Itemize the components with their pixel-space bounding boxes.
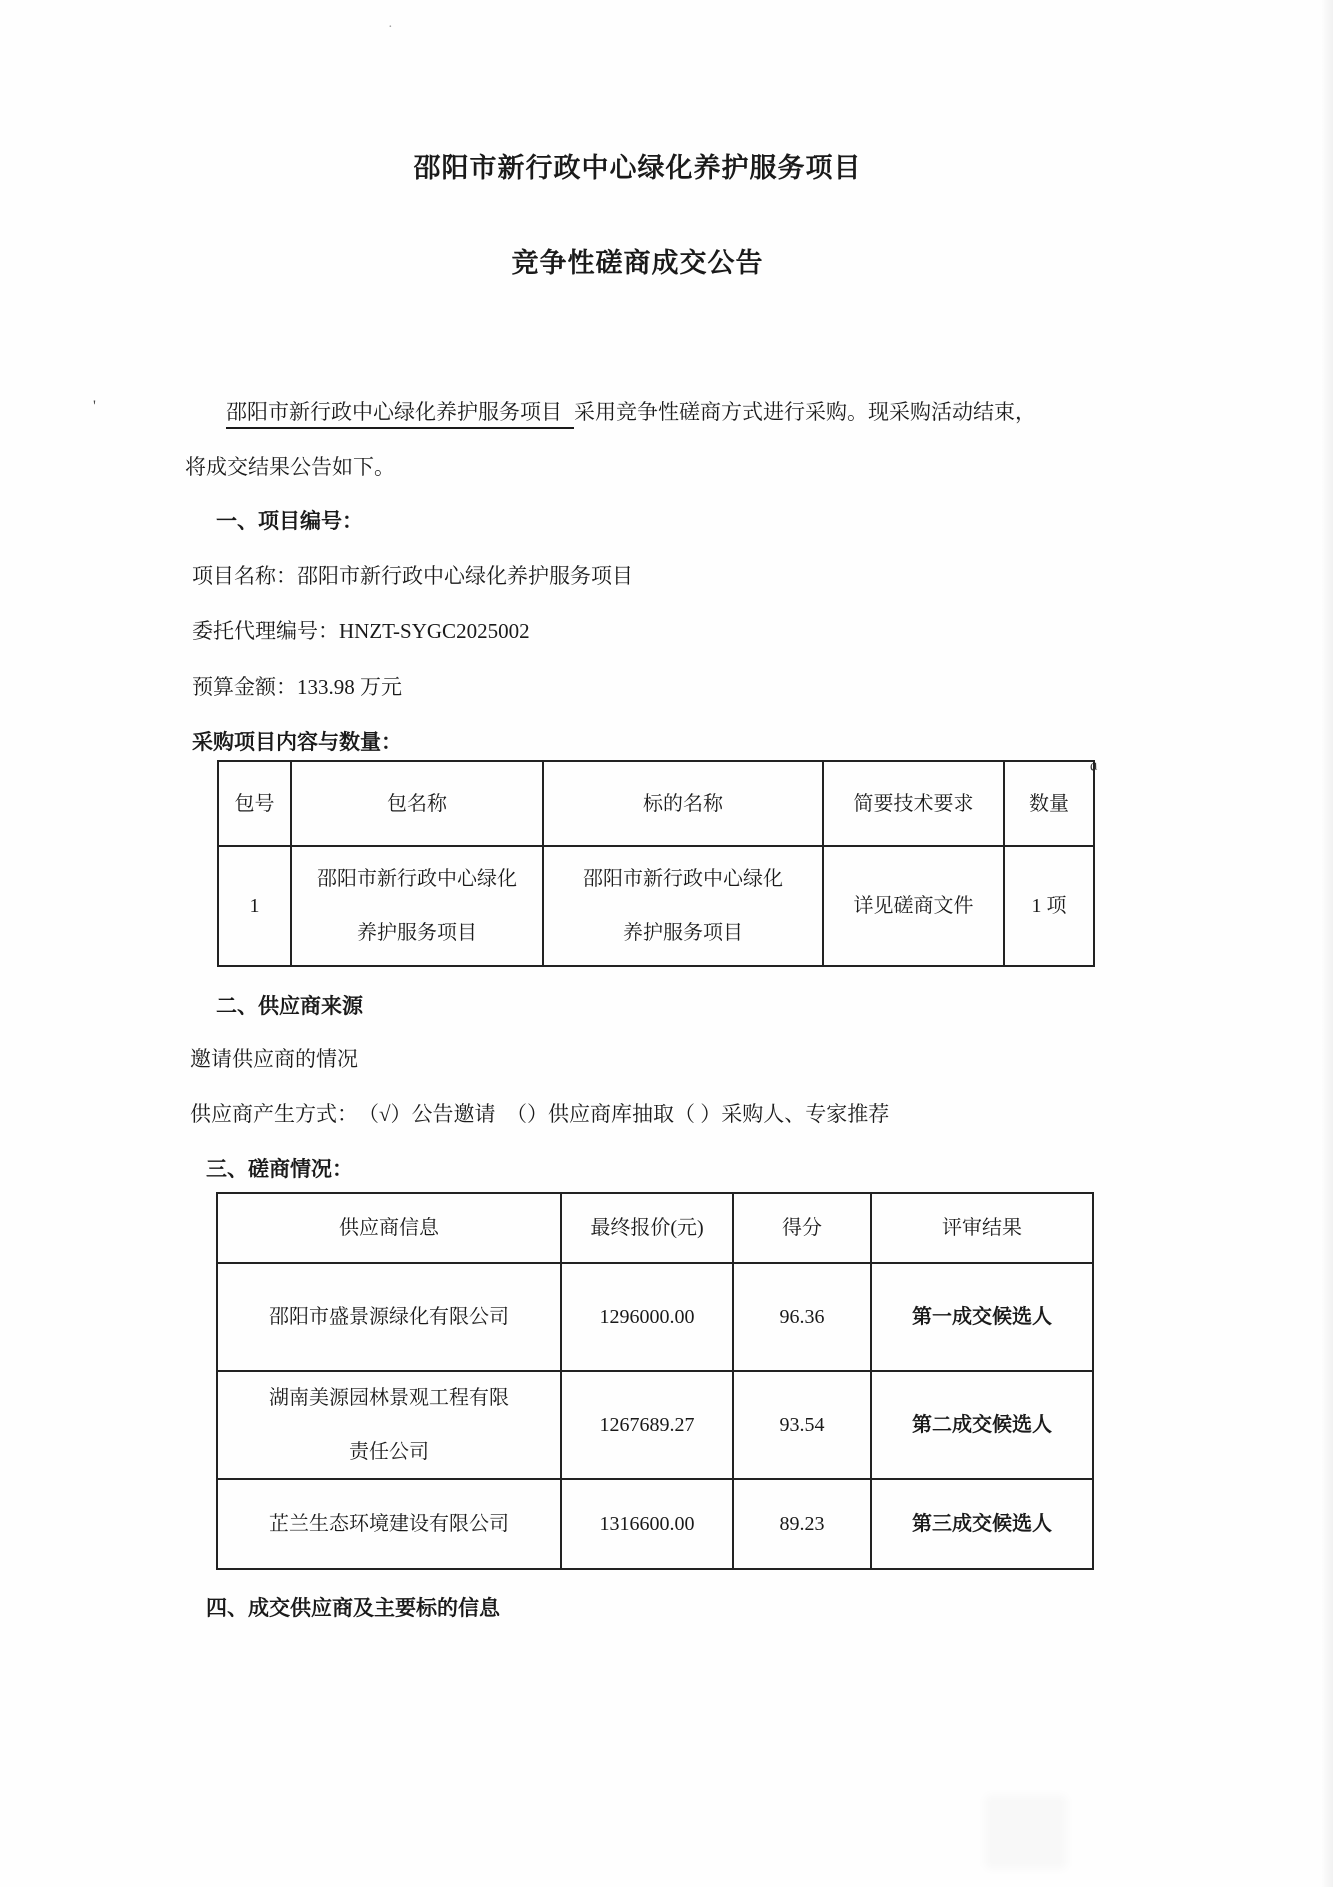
scan-smudge-artifact: [985, 1795, 1067, 1869]
negotiation-row2-score: 93.54: [734, 1372, 872, 1480]
document-title-line1: 邵阳市新行政中心绿化养护服务项目: [413, 153, 862, 183]
scan-apostrophe-artifact: ': [93, 398, 96, 415]
underlined-project-name: 邵阳市新行政中心绿化养护服务项目: [226, 400, 574, 429]
negotiation-row2-price: 1267689.27: [562, 1372, 734, 1480]
negotiation-row2-supplier: [218, 1372, 562, 1480]
scan-dot-artifact: ·: [388, 20, 393, 35]
package-row-target: [544, 847, 824, 965]
negotiation-header-result: 评审结果: [872, 1194, 1092, 1264]
section4-heading: 四、成交供应商及主要标的信息: [206, 1596, 500, 1620]
package-row-qty: 1 项: [1031, 895, 1067, 917]
package-table-header-target: 标的名称: [544, 762, 824, 847]
negotiation-row1-supplier: 邵阳市盛景源绿化有限公司: [218, 1264, 562, 1372]
negotiation-header-score: 得分: [734, 1194, 872, 1264]
negotiation-row3-price: 1316600.00: [562, 1480, 734, 1568]
package-row-target-line2: 养护服务项目: [623, 922, 743, 944]
package-table-header-tech: 简要技术要求: [824, 762, 1005, 847]
section1-heading: 一、项目编号：: [216, 509, 363, 533]
section3-heading: 三、磋商情况：: [206, 1157, 353, 1181]
negotiation-header-price: 最终报价(元): [562, 1194, 734, 1264]
pen-mark-artifact: ɑ: [1088, 757, 1099, 775]
project-name-line: 项目名称：邵阳市新行政中心绿化养护服务项目: [192, 564, 633, 588]
negotiation-header-supplier: 供应商信息: [218, 1194, 562, 1264]
section2-heading: 二、供应商来源: [216, 994, 363, 1018]
negotiation-row2-result: 第二成交候选人: [872, 1372, 1092, 1480]
negotiation-row3-supplier: 芷兰生态环境建设有限公司: [218, 1480, 562, 1568]
intro-paragraph-line2: 将成交结果公告如下。: [185, 455, 395, 479]
budget-line: 预算金额：133.98 万元: [192, 675, 402, 699]
negotiation-row1-price: 1296000.00: [562, 1264, 734, 1372]
supplier-invite-line: 邀请供应商的情况: [190, 1047, 358, 1071]
document-title-line2: 竞争性磋商成交公告: [511, 248, 764, 278]
package-row-name-line1: 邵阳市新行政中心绿化: [317, 868, 517, 890]
package-table-header-qty: 数量: [1005, 762, 1093, 847]
package-table-caption: 采购项目内容与数量：: [192, 730, 402, 754]
package-row-tech: 详见磋商文件: [824, 847, 1005, 965]
negotiation-table: [216, 1192, 1094, 1570]
intro-paragraph-line1: [226, 396, 1036, 426]
negotiation-row2-supplier-line1: 湖南美源园林景观工程有限: [269, 1387, 509, 1409]
negotiation-row1-score: 96.36: [734, 1264, 872, 1372]
package-table-header-no: 包号: [219, 762, 292, 847]
negotiation-row2-supplier-line2: 责任公司: [349, 1441, 429, 1463]
negotiation-row3-score: 89.23: [734, 1480, 872, 1568]
package-table-header-name: 包名称: [292, 762, 544, 847]
package-row-no: 1: [219, 847, 292, 965]
package-row-name-line2: 养护服务项目: [357, 922, 477, 944]
intro-line1-rest: 采用竞争性磋商方式进行采购。现采购活动结束，: [574, 400, 1036, 424]
package-row-name: [292, 847, 544, 965]
package-table: [217, 760, 1095, 967]
package-row-target-line1: 邵阳市新行政中心绿化: [583, 868, 783, 890]
agency-number-line: 委托代理编号：HNZT-SYGC2025002: [192, 619, 530, 643]
negotiation-row3-result: 第三成交候选人: [912, 1513, 1052, 1535]
supplier-method-line: 供应商产生方式： （√）公告邀请 （）供应商库抽取（ ）采购人、专家推荐: [190, 1102, 890, 1126]
negotiation-row1-result: 第一成交候选人: [872, 1264, 1092, 1372]
